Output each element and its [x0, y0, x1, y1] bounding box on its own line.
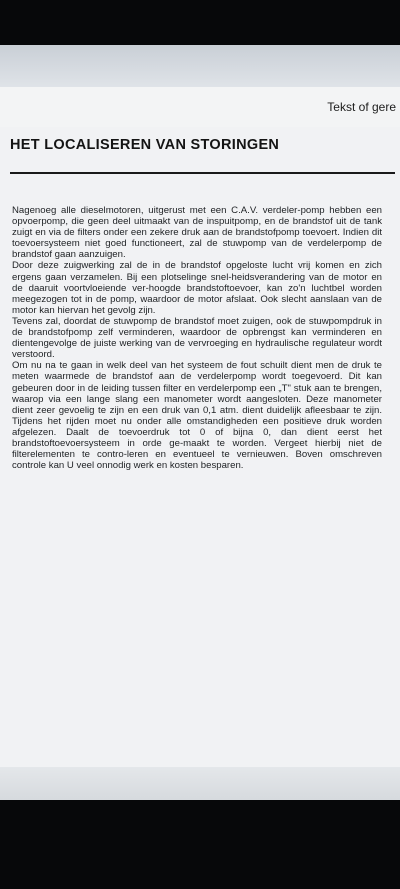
paragraph: Om nu na te gaan in welk deel van het systeem de fout schuilt dient men de druk te meten waarmede de brandstof aan de verdelerpomp wordt toegevoerd. Dit kan gebeuren door in de leiding tussen filter en verdelerpomp een „T" stuk aan te brengen, waarop via een lange slang een manometer wordt aangesloten. Deze manometer dient zeer gevoelig te zijn en een druk van 0,1 atm. dient duidelijk afleesbaar te zijn. Tijdens het rijden moet nu onder alle omstandigheden een positieve druk worden afgelezen. Daalt de toevoerdruk tot 0 of bijna 0, dan dient eerst het brandstoftoevoersysteem in orde ge-maakt te worden. Vergeet hierbij niet de filterelementen te contro-leren en eventueel te vernieuwen. Boven omschreven controle kan U veel onnodig werk en kosten besparen. [12, 360, 382, 472]
document-body [12, 205, 382, 471]
text-button[interactable]: Tekst of gere [327, 100, 396, 114]
paragraph: Nagenoeg alle dieselmotoren, uitgerust met een C.A.V. verdeler-pomp hebben een opvoerpomp, die geen deel uitmaakt van de inspuitpomp, en de brandstof uit de tank zuigt en via de filters onder een zekere druk aan de brandstofpomp toevoert. Indien dit toevoersysteem niet goed functioneert, zal de stuwpomp van de verdelerpomp de brandstof gaan aanzuigen. [12, 205, 382, 261]
paragraph: Door deze zuigwerking zal de in de brandstof opgeloste lucht vrij komen en zich ergens gaan verzamelen. Bij een plotselinge snel-heidsverandering van de motor en de daaruit voortvloeiende ver-hoogde brandstoftoevoer, kan zo'n luchtbel worden meegezogen tot in de pomp, waardoor de motor afslaat. Ook slecht aanslaan van de motor kan hiervan het gevolg zijn. [12, 260, 382, 316]
document-page [0, 127, 400, 767]
window-title-bar [0, 45, 400, 88]
monitor-screen [0, 45, 400, 800]
paragraph: Tevens zal, doordat de stuwpomp de brandstof moet zuigen, ook de stuwpompdruk in de brandstofpomp zelf verminderen, waardoor de opbrengst kan verminderen en dientengevolge de juiste werking van de vervroeging en hydraulische regulateur wordt verstoord. [12, 315, 382, 361]
document-title: HET LOCALISEREN VAN STORINGEN [10, 137, 280, 153]
taskbar-strip [0, 767, 400, 800]
title-divider [10, 172, 395, 174]
toolbar [0, 87, 400, 128]
